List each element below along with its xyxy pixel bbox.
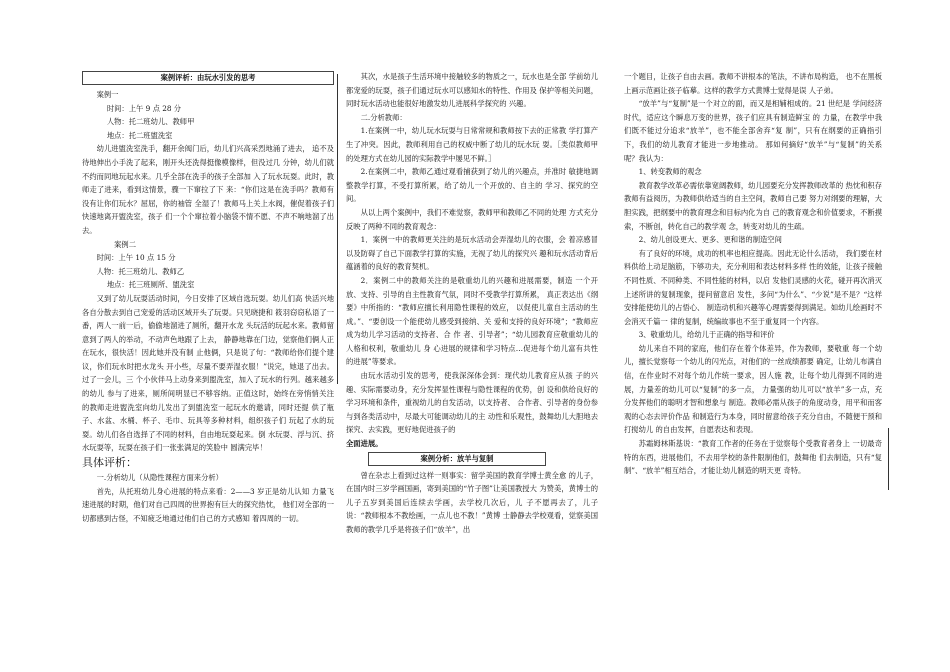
analysis-para1: 首先，从托班幼儿身心进展的特点来看：2——3 岁正是幼儿认知 力量飞速进展的时期，他们对自己四周的世界抱有巨大的探究热忱， 他们对全部的一切都感到古怪，不知疲乏地通过他们自己的方式感知 着四周的一切。 <box>82 486 334 523</box>
column-middle <box>346 70 598 537</box>
case2-label: 案例二 <box>114 239 136 249</box>
analysis-heading: 具体评析： <box>82 456 137 470</box>
case1-place: 地点：托二班盥洗室 <box>106 130 173 140</box>
mid-para2: 1.在案例一中，幼儿玩水玩耍与日常常规和教师按下去的正常教 学打算产生了冲突。因此，教师利用自己的权威中断了幼儿的玩水玩 耍。［类似教师甲的处理方式在幼儿园的实际教学中屡见不鲜。］ <box>346 126 598 163</box>
mid-sub2: 二.分析教师： <box>360 112 407 122</box>
article-title: 案例评析：由玩水引发的思考 <box>82 71 334 85</box>
right-para4: 有了良好的环境，成功的机率也相应提高。因此无论什么活动， 我们要在材料供给上动足脑筋，下够功夫，充分利用和表达材料多样 性的效能，让孩子接触不同性质、不同种类、不同性能的材料，以启 发他们灵感的火花，碰开再次消灭上述所讲的复制现象，提问留意启 发性，多问“为什么”、“少说”是不是？“这样安排能使幼儿的占悟心、 制造动机和兴趣等心理需要得到满足。如幼儿绘画时不会消灭千篇一 律的复制，统编故事也不至于重复同一个内容。 <box>624 248 882 326</box>
case2-body: 又到了幼儿玩耍活动时间，今日安排了区域自选玩耍。幼儿们高 快活兴地各自分散去到自己宠爱的活动区域开头了玩耍。只见晓捷和 筱羽窃窃私语了一番，两人一前一后，偷偷地溜进了厕所，翻开水龙 头玩活的玩起水来。教师留意到了两人的举动，不动声色地跟了上去， 静静地靠在门边，觉察他们俩人正在玩水，很快活！因此她并没有制 止他俩，只是说了句：“教师给你们提个建议，你们玩水时把水龙头 开小些，尽量不要弄湿衣服！”说完，她退了出去。过了一会儿，三 个小伙伴马上动身来到盥洗室，加入了玩水的行列。越来越多的幼儿 参与了进来，厕所间明显已不够容纳。正值这时，始终在旁悄悄关注 的教师走进盥洗室向幼儿发出了到盥洗室一起玩水的邀请，同时还提 供了瓶子、水盆、水桶、杯子、毛巾、玩具等多种材料，组织孩子们 玩起了水的玩耍。幼儿们各自选择了不同的材料，自由地玩耍起来。倒 水玩耍、浮与沉、挤水玩耍等，玩耍在孩子们一张张满足的笑脸中 圆满完毕！ <box>82 293 334 453</box>
mid-para8: 曾在杂志上看到过这样一则事实：留学美国的教育学博士黄全愈 的儿子，在国内时三岁学画国画，寄到美国的“竹子图”让美国教授大 为赞美，黄博士的儿子五岁到美国后连续去学画，去学校几次后，儿 子不愿再去了，儿子说：“教师根本不教绘画，一点儿也不教！”黄博 士静静去学校观看，觉察美国教师的教学几乎是将孩子们“放羊”，出 <box>346 470 598 534</box>
column-right <box>624 70 882 478</box>
case1-label: 案例一 <box>96 90 119 99</box>
mid-para3: 2.在案例二中，教师乙通过观看捕获到了幼儿的兴趣点，并准时 敏捷地调整教学打算，不受打算所累，给了幼儿一个开放的、自主的 学习、探究的空间。 <box>346 167 598 204</box>
case2-time: 时间：上午 10 点 15 分 <box>96 253 176 263</box>
right-item3: 3、敬重幼儿，给幼儿于正确的指导和评价 <box>638 330 775 340</box>
mid-para1: 其次，水是孩子生活环境中接触较多的物质之一，玩水也是全部 学前幼儿都宠爱的玩耍，孩子们通过玩水可以感知水的特性、作用及 保护等相关问题，同时玩水活动也能很好地激发幼儿进展科学探究的 兴趣。 <box>346 72 598 109</box>
case1-people: 人物：托二班幼儿、教师甲 <box>106 117 195 127</box>
mid-para7: 由玩水活动引发的思考，使我深深体会到：现代幼儿教育应从孩 子的兴趣、实际需要动身，充分发挥显性课程与隐性课程的优势，创 设和供给良好的学习环境和条件，重视幼儿的自发活动，以支持者、 合作者、引导者的身份参与到各类活动中，尽最大可能调动幼儿的主 动性和乐观性，鼓舞幼儿大胆地去探究、去实践，更好地促进孩子的 <box>346 371 598 435</box>
case1-body: 幼儿进盥洗室洗手，翻开余阀门后，幼儿们兴高采烈地涌了进去， 追不及待地伸出小手洗了起来，刚开头还洗得挺像模像样，但没过几 分钟，幼儿们就不约而同地玩起水来。几乎全部在洗手的孩子全部加 入了玩水玩耍。此时，教师走了进来，看到这情景，骤一下窜拉了下 来：“你们这是在洗手吗？教师有没有让你们玩水？屈屈，你的袖管 全湿了！教师马上关上水阀，催促着孩子们快速地离开盥洗室，孩子 们一个个窜拉着小脑袋不情不愿、不声不响地溜了出去。 <box>82 144 334 235</box>
right-para3: 教育教学改革必需依靠宽阔教师，幼儿园要充分发挥教师改革的 热忱和积存教师有益阅历，为教师供给适当的自主空间，教师自己要 努力对纲要的理解，大胆实践，把纲要中的教育理念和目标内化为自 己的教育观念和价值要求，不断摸索，不断创，转化自己的教学观 念，转变对幼儿的生疏。 <box>624 180 882 231</box>
mid-para7-end: 全面进展。 <box>346 439 383 449</box>
right-para6: 苏霜姆林斯基说：“教育工作者的任务在于觉察每个受教育者身上 一切最奇特的东西，进展他们，不去用学校的条件限制他们，鼓舞他 们去制造，只有“复制”、“放羊”相互结合，才能让幼儿制造的明天更 奇特。 <box>624 439 882 476</box>
right-item1: 1、转变教师的观念 <box>638 167 702 177</box>
column-divider <box>337 74 338 384</box>
case2-title: 案例分析：放羊与复制 <box>368 452 546 466</box>
right-para1: 一个题目，让孩子自由去画。教师不讲根本的笔法，不讲布局构造， 也不在黑板上画示范画让孩子临摹。这样的教学方式黄博士觉得是误 人子弟。 <box>624 72 882 95</box>
case2-people: 人物：托三班幼儿、教师乙 <box>96 266 185 276</box>
analysis-sub1: 一.分析幼儿（从隐性课程方面来分析） <box>96 473 223 483</box>
case2-place: 地点：托三班厕所、盥洗室 <box>106 280 195 290</box>
right-para2: “放羊”与“复制”是一个对立的面，而又是相辅相成的。21 世纪是 学问经济时代，适应这个瞬息万变的世界，孩子们应具有制造鲜宝 的 力量，在教学中我们既不能过分追求“放羊”，也不能全部舍弃“复 制”，只有在纲要的正确指引下，我们的幼儿教育才能进一步地推动。 那如何摘好“放羊”与“复制”的关系呢？我认为： <box>624 99 882 163</box>
mid-para4: 从以上两个案例中，我们不难觉察，教师甲和教师乙不同的处理 方式充分反映了两种不同的教育观念： <box>346 207 598 231</box>
right-para5: 幼儿来自不同的家庭，他们存在着个体差异，作为教师，要敬重 每一个幼儿，擅长觉察每一个幼儿的闪光点，对他们的一丝成绩都要 确定，让幼儿布满自信，在作业时不对每个幼儿作统一要求，因人施 教，让每个幼儿得到不同的进展，力量差的幼儿可以“复制”的多一点， 力量强的幼儿可以“放羊”多一点，充分发挥他们的聪明才智和想象与 制造。教师必需从孩子的角度动身，用平和而客观的心态去评价作品 和制造行为本身，同时留意给孩子充分自由，不随便干预和打搅幼儿 的自由发挥，自愿表达和表现。 <box>624 343 882 435</box>
case1-time: 时间：上午 9 点 28 分 <box>106 103 182 113</box>
column-left <box>82 70 334 525</box>
right-item2: 2、幼儿创设更大、更多、更和谐的制造空间 <box>638 235 782 245</box>
mid-para6: 2．案例二中的教师关注的是敬重幼儿的兴趣和进展需要，制造 一个开放、支持、引导的自主性教育气氛，同时不受教学打算所累， 真正表达出《纲要》中所指的：“教师应擅长利用隐性课程的效应， 以促使儿童自主活动的生成。”、“要创设一个能使幼儿感受到接纳、关 爱和支持的良好环境”；“教师应成为幼儿学习活动的支持者、合 作 者、引导者”；“幼儿园教育应敬重幼儿的人格和权利，敬重幼儿 身 心进展的规律和学习特点…促进每个幼儿富有共性的进展”等要求。 <box>346 275 598 367</box>
right-margin-line <box>888 428 889 490</box>
mid-para5: 1．案例一中的教师更关注的是玩水活动会弄湿幼儿的衣服，会 着凉感冒以及防碍了自己下面教学打算的实施，无视了幼儿的探究兴 趣和玩水活动背后蕴涵着的良好的教育契机。 <box>346 235 598 272</box>
